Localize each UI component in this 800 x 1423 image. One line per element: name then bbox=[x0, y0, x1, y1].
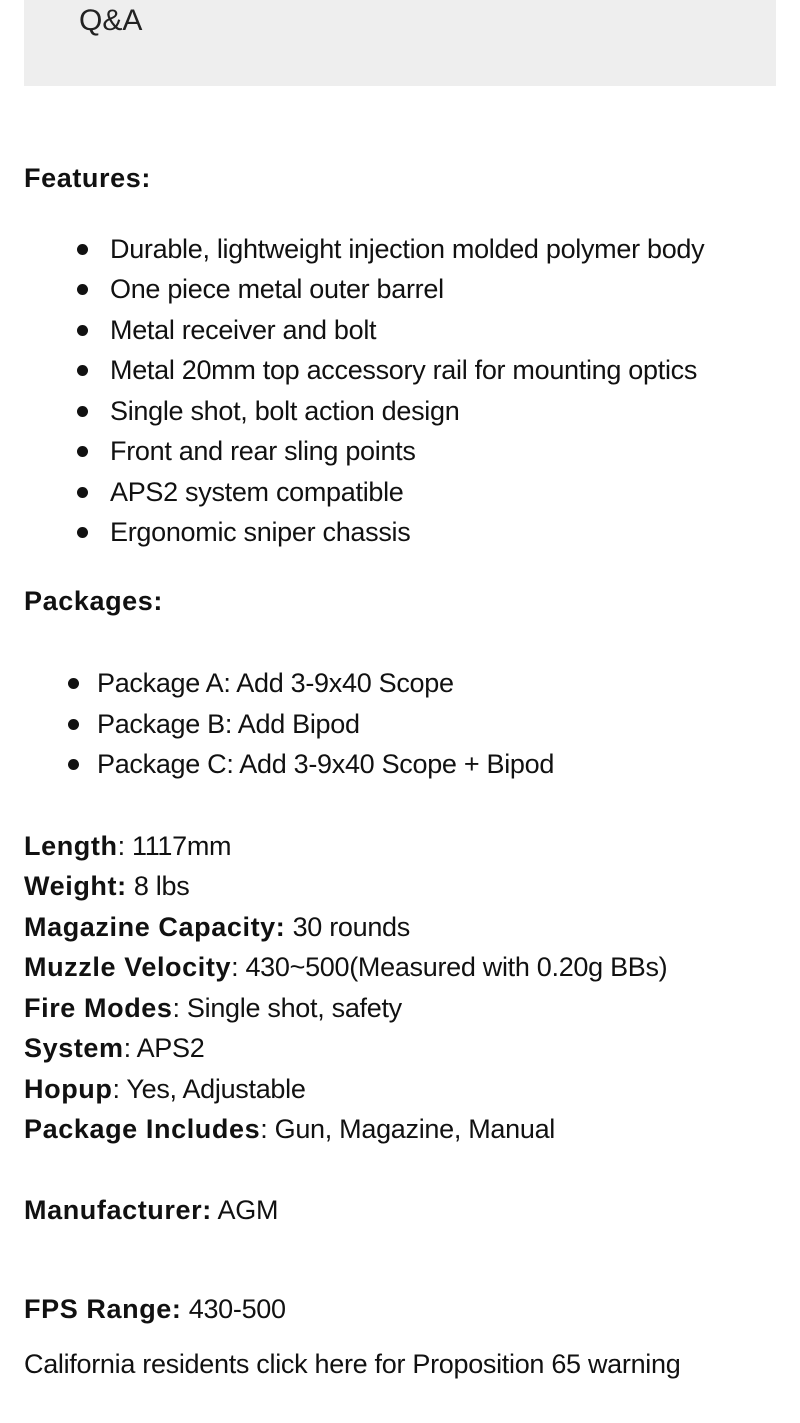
spec-muzzle-velocity bbox=[24, 947, 784, 988]
spec-system-value: : APS2 bbox=[123, 1033, 205, 1063]
spec-hopup-value: : Yes, Adjustable bbox=[112, 1073, 306, 1104]
spec-manufacturer-value: AGM bbox=[211, 1194, 279, 1225]
list-item: Durable, lightweight injection molded polymer body bbox=[110, 229, 784, 270]
spec-length bbox=[24, 826, 784, 867]
spec-muzzle-velocity-label: Muzzle Velocity bbox=[24, 952, 232, 982]
product-description bbox=[24, 158, 784, 1384]
spec-fire-modes-value: : Single shot, safety bbox=[172, 992, 402, 1023]
spec-length-value: : 1117mm bbox=[117, 830, 232, 861]
spec-manufacturer bbox=[24, 1190, 784, 1231]
spec-length-label: Length bbox=[24, 830, 118, 861]
list-item: APS2 system compatible bbox=[110, 472, 784, 513]
spec-package-includes-label: Package Includes bbox=[24, 1114, 261, 1144]
spec-magazine-capacity-label: Magazine Capacity: bbox=[24, 911, 286, 942]
spec-fire-modes bbox=[24, 988, 784, 1029]
list-item: Package C: Add 3-9x40 Scope + Bipod bbox=[97, 744, 784, 785]
spec-fps-range-label: FPS Range: bbox=[24, 1294, 182, 1324]
spec-manufacturer-label: Manufacturer: bbox=[24, 1194, 212, 1225]
list-item: Metal 20mm top accessory rail for mounting optics bbox=[110, 350, 784, 391]
spec-system bbox=[24, 1028, 784, 1069]
spec-hopup bbox=[24, 1069, 784, 1110]
spec-system-label: System bbox=[24, 1033, 124, 1063]
spec-weight-label: Weight: bbox=[24, 871, 127, 901]
spec-package-includes bbox=[24, 1109, 784, 1150]
spec-weight bbox=[24, 866, 784, 907]
list-item: Metal receiver and bolt bbox=[110, 310, 784, 351]
list-item: Package A: Add 3-9x40 Scope bbox=[97, 663, 784, 704]
features-heading: Features: bbox=[24, 163, 151, 193]
spec-magazine-capacity-value: 30 rounds bbox=[285, 911, 410, 942]
spec-fps-range bbox=[24, 1289, 784, 1330]
spec-fire-modes-label: Fire Modes bbox=[24, 992, 173, 1023]
spec-magazine-capacity bbox=[24, 907, 784, 948]
spec-hopup-label: Hopup bbox=[24, 1073, 113, 1104]
prop65-warning-link[interactable]: California residents click here for Proposition 65 warning bbox=[24, 1348, 681, 1379]
list-item: Package B: Add Bipod bbox=[97, 704, 784, 745]
list-item: Ergonomic sniper chassis bbox=[110, 512, 784, 553]
spec-weight-value: 8 lbs bbox=[126, 871, 190, 901]
spec-fps-range-value: 430-500 bbox=[181, 1294, 286, 1324]
list-item: One piece metal outer barrel bbox=[110, 269, 784, 310]
tab-qa[interactable] bbox=[24, 0, 776, 86]
list-item: Front and rear sling points bbox=[110, 431, 784, 472]
list-item: Single shot, bolt action design bbox=[110, 391, 784, 432]
packages-heading: Packages: bbox=[24, 585, 163, 616]
packages-list bbox=[24, 663, 784, 785]
spec-muzzle-velocity-value: : 430~500(Measured with 0.20g BBs) bbox=[231, 952, 668, 982]
spec-package-includes-value: : Gun, Magazine, Manual bbox=[260, 1114, 555, 1144]
features-list bbox=[24, 229, 784, 553]
tab-qa-label: Q&A bbox=[79, 4, 143, 37]
